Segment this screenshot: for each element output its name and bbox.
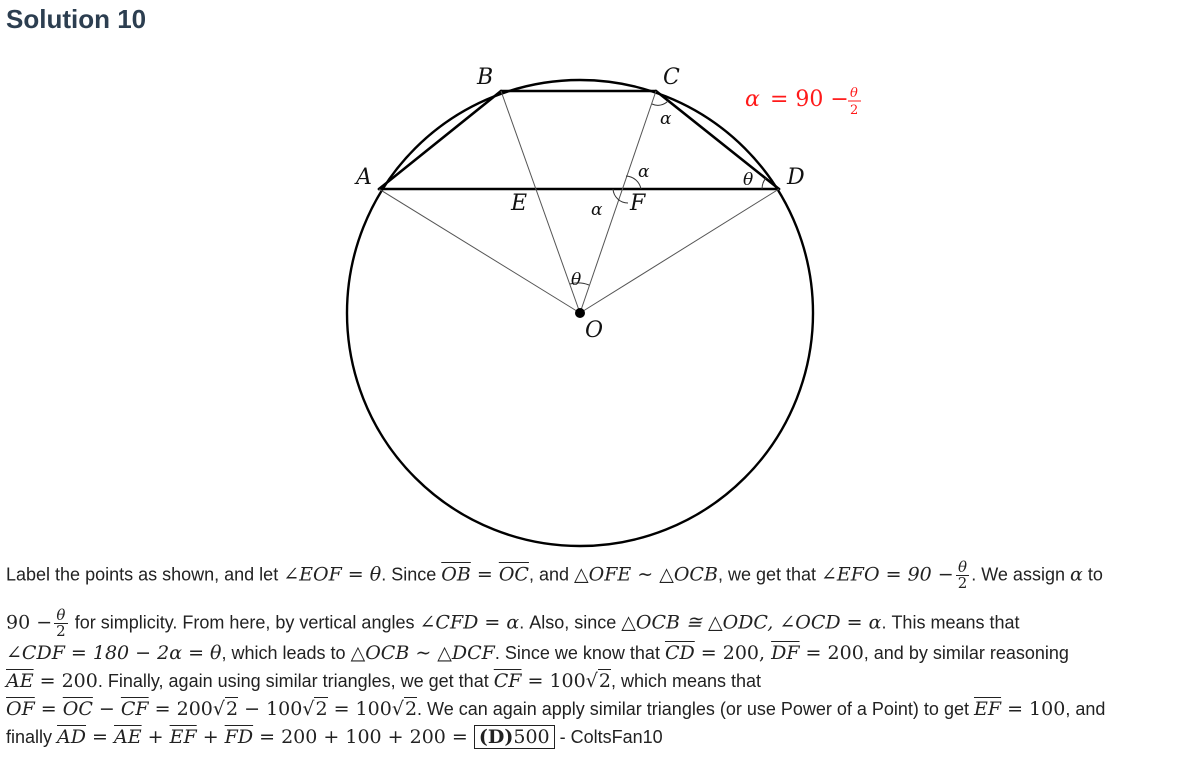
- math-ninety-minus: 90 −: [6, 611, 53, 634]
- math-sum: = 200 + 100 + 200 =: [253, 726, 474, 748]
- math-plus: +: [196, 726, 225, 748]
- center-point-o: [575, 308, 585, 318]
- math-ae: $\overline{AE}$: [6, 670, 34, 692]
- label-o: O: [585, 318, 604, 343]
- text-power-of-point: . We can again apply similar triangles (or use Power of a Point) to get: [417, 699, 969, 719]
- math-radicand: 2: [226, 698, 239, 720]
- text-this-means: . This means that: [881, 612, 1020, 633]
- text-and: , and: [528, 564, 569, 585]
- math-value-200: = 200: [799, 642, 864, 664]
- label-c: C: [663, 65, 680, 90]
- label-f: F: [630, 191, 646, 216]
- label-b: B: [477, 65, 494, 90]
- segment-od: [580, 189, 779, 313]
- solution-title: Solution 10: [6, 4, 147, 34]
- math-of: $\overline{OF}$: [6, 698, 35, 720]
- math-minus: −: [92, 698, 121, 720]
- math-radicand: 2: [404, 698, 418, 720]
- math-congruent-ocb-odc: △OCB ≅ △ODC, ∠OCD = α: [621, 611, 882, 634]
- author-credit: - ColtsFan10: [554, 727, 663, 747]
- math-eq: =: [470, 563, 499, 586]
- math-df: $\overline{DF}$: [771, 642, 800, 664]
- math-similar-ocb-dcf: △OCB ∼ △DCF: [350, 642, 495, 664]
- text-also-since: . Also, since: [519, 612, 617, 633]
- math-fd: $\overline{FD}$: [224, 726, 254, 748]
- math-ae: $\overline{AE}$: [114, 726, 142, 748]
- math-value-100: = 100: [1001, 698, 1066, 720]
- note-two: 2: [850, 103, 859, 118]
- text-to: to: [1087, 564, 1103, 585]
- text-label-points: Label the points as shown, and let: [6, 564, 279, 585]
- text-line-6: [6, 723, 1200, 751]
- text-we-assign: . We assign: [971, 564, 1065, 585]
- fraction-theta-over-two: [956, 560, 970, 591]
- fraction-numerator: θ: [956, 560, 970, 576]
- label-d: D: [787, 165, 805, 190]
- label-e: E: [511, 191, 528, 216]
- math-ef: $\overline{EF}$: [973, 698, 1002, 720]
- math-cf: $\overline{CF}$: [120, 698, 149, 720]
- math-value: = 100√: [327, 698, 404, 720]
- text-line-3: [6, 639, 1200, 667]
- thick-segments: [379, 91, 779, 189]
- fraction-numerator: θ: [54, 608, 68, 624]
- alpha-definition-note: [745, 86, 861, 118]
- math-eq: =: [86, 726, 115, 748]
- segment-cd: [656, 91, 779, 189]
- note-theta: θ: [850, 86, 858, 101]
- label-a: A: [356, 165, 372, 190]
- angle-label-alpha-f-lower: α: [591, 200, 603, 220]
- math-plus: +: [141, 726, 170, 748]
- math-ob: $\overline{OB}$: [441, 563, 471, 586]
- text-we-get: , we get that: [717, 564, 816, 585]
- text-finally: finally: [6, 727, 53, 747]
- segment-ab: [379, 91, 501, 189]
- text-line-4: [6, 667, 1200, 695]
- math-angle-eof: ∠EOF = θ: [283, 563, 382, 586]
- text-finally: . Finally, again using similar triangles, we get that: [97, 671, 489, 691]
- fraction-theta-over-two: [54, 608, 68, 639]
- angle-label-alpha-f-upper: α: [638, 162, 650, 182]
- math-eq: =: [34, 698, 63, 720]
- answer-value: 500: [513, 726, 550, 748]
- solution-text: [6, 560, 1200, 751]
- fraction-denominator: 2: [957, 574, 968, 592]
- math-angle-efo: ∠EFO = 90 −: [821, 563, 954, 586]
- math-cd: $\overline{CD}$: [664, 642, 695, 664]
- text-line-2: [6, 606, 1200, 640]
- math-alpha: α: [1069, 563, 1083, 586]
- math-oc: $\overline{OC}$: [62, 698, 93, 720]
- text-which-means: , which means that: [610, 671, 762, 691]
- math-angle-cfd: ∠CFD = α: [419, 611, 520, 634]
- answer-box: [474, 725, 555, 749]
- math-value-200: = 200: [33, 670, 98, 692]
- segment-oa: [379, 189, 580, 313]
- text-since: . Since: [381, 564, 437, 585]
- text-vertical-angles: for simplicity. From here, by vertical angles: [74, 612, 415, 633]
- text-which-leads: , which leads to: [221, 643, 346, 663]
- answer-choice: (D): [478, 726, 514, 748]
- angle-label-theta-o: θ: [571, 270, 582, 290]
- note-alpha: α: [745, 87, 760, 112]
- angle-label-alpha-c: α: [660, 109, 672, 129]
- arc-alpha-c: [652, 101, 668, 105]
- fraction-denominator: 2: [56, 622, 66, 640]
- text-since-we-know: . Since we know that: [494, 643, 660, 663]
- math-value: − 100√: [238, 698, 315, 720]
- text-and: , and: [1065, 699, 1106, 719]
- text-line-1: [6, 558, 1200, 592]
- math-angle-cdf: ∠CDF = 180 − 2α = θ: [6, 642, 222, 664]
- math-value: = 200√: [148, 698, 225, 720]
- note-relation: = 90 −: [770, 87, 849, 112]
- math-ad: $\overline{AD}$: [57, 726, 87, 748]
- math-radicand: 2: [315, 698, 328, 720]
- text-similar-reasoning: , and by similar reasoning: [863, 643, 1069, 663]
- math-value: = 100√: [521, 670, 598, 692]
- math-similar-ofe-ocb: △OFE ∼ △OCB: [574, 563, 718, 586]
- angle-label-theta-d: θ: [743, 170, 754, 190]
- math-radicand: 2: [598, 670, 611, 692]
- math-cf: $\overline{CF}$: [493, 670, 522, 692]
- math-value-200: = 200,: [694, 642, 772, 664]
- text-line-5: [6, 695, 1200, 723]
- math-ef: $\overline{EF}$: [169, 726, 197, 748]
- math-oc: $\overline{OC}$: [498, 563, 529, 586]
